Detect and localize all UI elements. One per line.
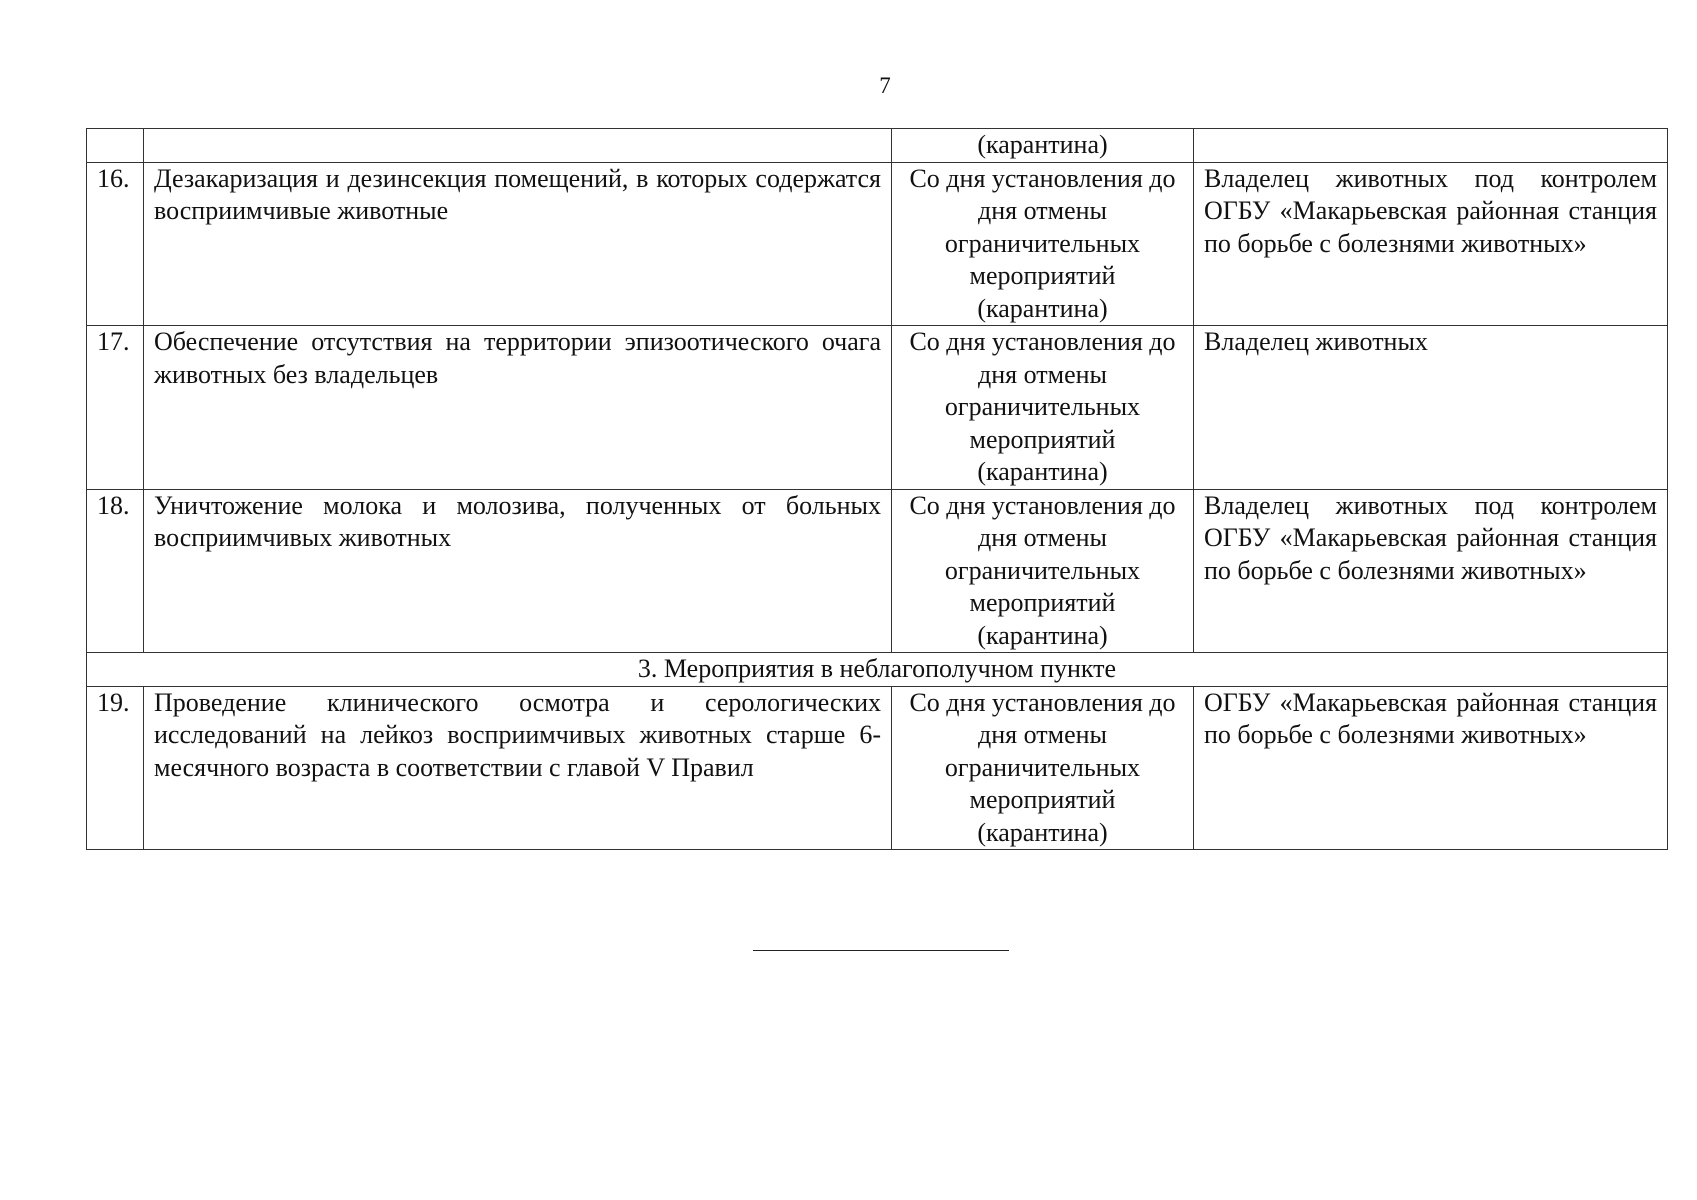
responsible-cell: Владелец животных под контролем ОГБУ «Макарьевская районная станция по борьбе с болезнями животных»	[1194, 162, 1668, 326]
section-title: 3. Мероприятия в неблагополучном пункте	[87, 653, 1668, 687]
page-number: 7	[879, 73, 891, 98]
end-separator-line	[753, 950, 1009, 951]
table-row-carryover	[87, 129, 1668, 163]
deadline-cell: Со дня установления до дня отмены ограничительных мероприятий (карантина)	[892, 326, 1194, 490]
table-row-19	[87, 686, 1668, 850]
action-cell: Проведение клинического осмотра и серологических исследований на лейкоз восприимчивых животных старше 6-месячного возраста в соответствии с главой V Правил	[144, 686, 892, 850]
action-cell: Обеспечение отсутствия на территории эпизоотического очага животных без владельцев	[144, 326, 892, 490]
responsible-cell: Владелец животных	[1194, 326, 1668, 490]
responsible-cell: ОГБУ «Макарьевская районная станция по борьбе с болезнями животных»	[1194, 686, 1668, 850]
responsible-cell	[1194, 129, 1668, 163]
measures-table	[86, 128, 1668, 850]
action-cell	[144, 129, 892, 163]
table-row-17	[87, 326, 1668, 490]
table-row-18	[87, 489, 1668, 653]
row-number-cell: 18.	[87, 489, 144, 653]
section-header-row	[87, 653, 1668, 687]
action-cell: Дезакаризация и дезинсекция помещений, в которых содержатся восприимчивые животные	[144, 162, 892, 326]
deadline-cell: Со дня установления до дня отмены ограничительных мероприятий (карантина)	[892, 686, 1194, 850]
row-number-cell: 17.	[87, 326, 144, 490]
row-number-cell	[87, 129, 144, 163]
deadline-cell: Со дня установления до дня отмены ограничительных мероприятий (карантина)	[892, 162, 1194, 326]
deadline-cell: (карантина)	[892, 129, 1194, 163]
row-number-cell: 16.	[87, 162, 144, 326]
row-number-cell: 19.	[87, 686, 144, 850]
action-cell: Уничтожение молока и молозива, полученных от больных восприимчивых животных	[144, 489, 892, 653]
deadline-cell: Со дня установления до дня отмены ограничительных мероприятий (карантина)	[892, 489, 1194, 653]
responsible-cell: Владелец животных под контролем ОГБУ «Макарьевская районная станция по борьбе с болезнями животных»	[1194, 489, 1668, 653]
table-row-16	[87, 162, 1668, 326]
